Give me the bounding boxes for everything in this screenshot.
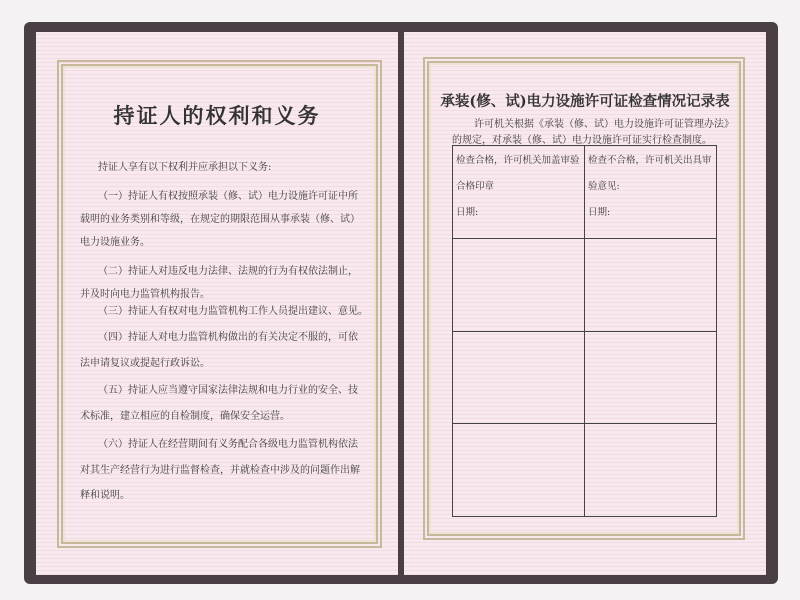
clause-6: 对其生产经营行为进行监督检查，并就检查中涉及的问题作出解 [80, 465, 360, 476]
clause-6: 释和说明。 [80, 490, 130, 501]
clause-1: （一）持证人有权按照承装（修、试）电力设施许可证中所 [98, 191, 358, 202]
clause-6: （六）持证人在经营期间有义务配合各级电力监管机构依法 [98, 439, 358, 450]
page-title: 持证人的权利和义务 [113, 103, 321, 128]
table-header-row [453, 146, 717, 239]
empty-cell [453, 239, 585, 332]
empty-cell [453, 331, 585, 424]
pass-label: 合格印章 [456, 181, 495, 192]
empty-cell [453, 424, 585, 517]
clause-4: （四）持证人对电力监管机构做出的有关决定不服的，可依 [98, 332, 358, 343]
right-page [404, 32, 766, 575]
empty-cell [585, 424, 717, 517]
pass-cell [453, 146, 585, 239]
left-page [36, 32, 398, 575]
clause-4: 法申请复议或提起行政诉讼。 [80, 358, 210, 369]
page-title: 承装(修、试)电力设施许可证检查情况记录表 [440, 93, 730, 110]
clause-1: 载明的业务类别和等级，在规定的期限范围从事承装（修、试） [80, 214, 360, 225]
table-row [453, 331, 717, 424]
intro-text: 持证人享有以下权利并应承担以下义务: [98, 162, 272, 173]
clause-2: （二）持证人对违反电力法律、法规的行为有权依法制止， [98, 266, 358, 277]
inspection-record-table [452, 145, 717, 517]
clause-3: （三）持证人有权对电力监管机构工作人员提出建议、意见。 [98, 306, 368, 317]
clause-2: 并及时向电力监管机构报告。 [80, 289, 210, 300]
table-row [453, 424, 717, 517]
pass-date-label: 日期: [456, 207, 479, 218]
intro-text: 许可机关根据《承装（修、试）电力设施许可证管理办法》 [474, 119, 734, 130]
empty-cell [585, 239, 717, 332]
fail-label: 验意见: [588, 181, 620, 192]
clause-5: 术标准，建立相应的自检制度，确保安全运营。 [80, 411, 290, 422]
clause-5: （五）持证人应当遵守国家法律法规和电力行业的安全、技 [98, 385, 358, 396]
table-row [453, 239, 717, 332]
pass-label: 检查合格，许可机关加盖审验 [456, 155, 580, 166]
fail-cell [585, 146, 717, 239]
fail-label: 检查不合格，许可机关出具审 [588, 155, 712, 166]
clause-1: 电力设施业务。 [80, 237, 150, 248]
empty-cell [585, 331, 717, 424]
fail-date-label: 日期: [588, 207, 611, 218]
intro-text: 的规定，对承装（修、试）电力设施许可证实行检查制度。 [452, 135, 712, 146]
